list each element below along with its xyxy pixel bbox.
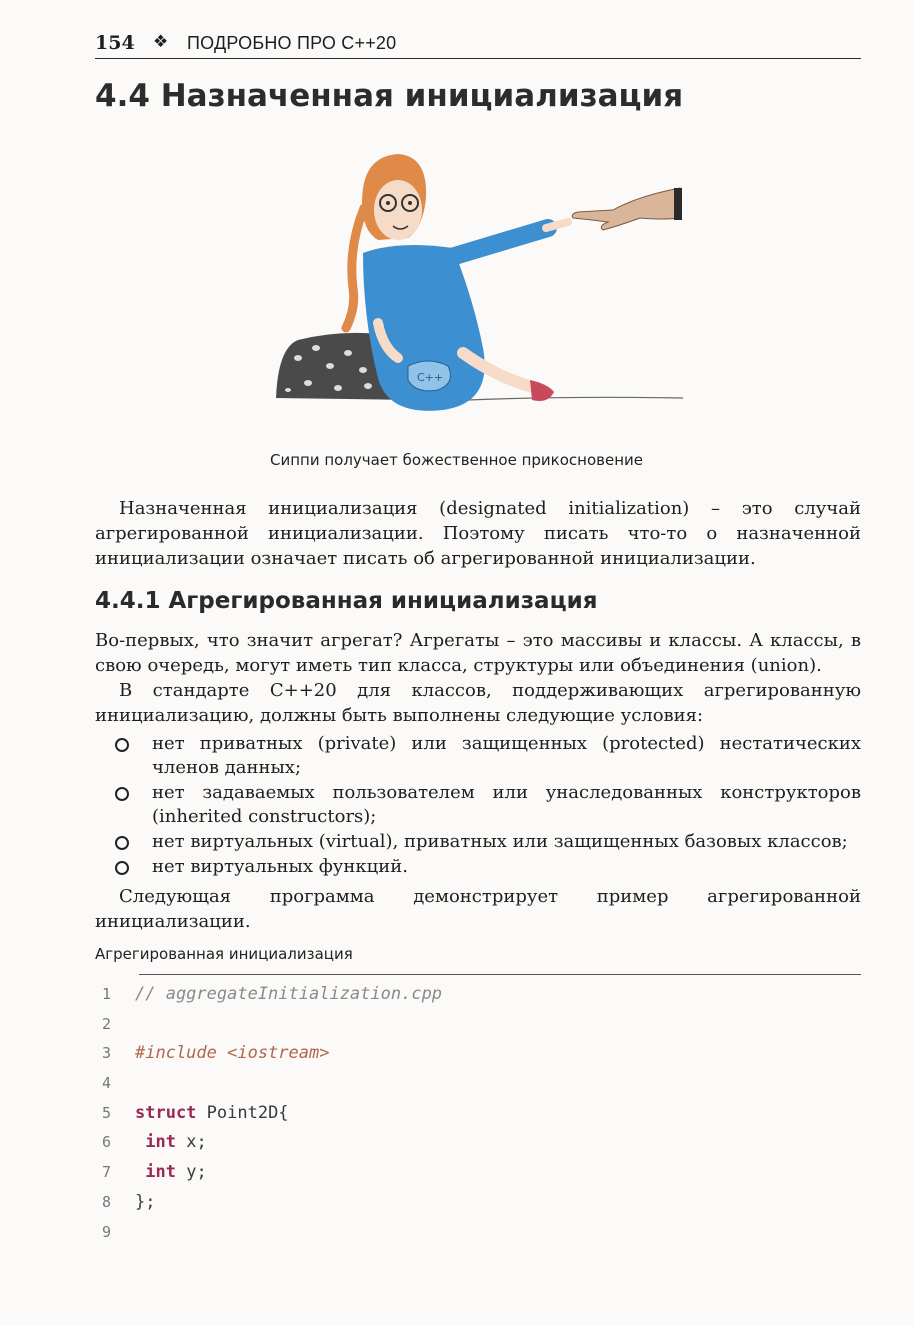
code-token: };	[135, 1191, 156, 1212]
running-title: ПОДРОБНО ПРО С++20	[187, 33, 397, 53]
illustration-girl-and-hand	[268, 148, 688, 428]
subsection-title: 4.4.1 Агрегированная инициализация	[95, 588, 598, 614]
circle-bullet-icon	[115, 861, 129, 875]
code-token: y;	[175, 1162, 207, 1183]
listing-divider	[139, 974, 861, 975]
code-token: struct	[135, 1102, 197, 1123]
line-number: 9	[101, 1222, 111, 1241]
code-token: // aggregateInitialization.cpp	[135, 984, 443, 1004]
code-token: x;	[175, 1132, 207, 1153]
line-number: 5	[101, 1103, 111, 1122]
code-token: Point2D{	[196, 1102, 289, 1123]
intro-paragraph: Назначенная инициализация (designated initialization) – это случай агрегированной инициализации. Поэтому писать что-то о назначенной инициализации означает писать об агрегированной инициализации.	[95, 498, 861, 569]
code-text	[135, 1099, 289, 1129]
section-title: 4.4 Назначенная инициализация	[95, 78, 684, 114]
code-text	[135, 1128, 207, 1158]
code-text	[135, 1188, 155, 1218]
line-number: 3	[101, 1044, 111, 1063]
paragraph-aggregates: Во-первых, что значит агрегат? Агрегаты – это массивы и классы. А классы, в свою очередь, могут иметь тип класса, структуры или объединения (union).	[95, 630, 861, 676]
line-number: 7	[101, 1163, 111, 1182]
code-token: #include <iostream>	[135, 1043, 330, 1064]
line-number: 1	[101, 985, 111, 1003]
code-token: int	[145, 1162, 176, 1183]
line-number: 4	[101, 1074, 111, 1093]
code-token	[135, 1132, 145, 1152]
illustration	[268, 148, 688, 428]
line-number: 6	[101, 1133, 111, 1152]
code-token	[135, 1162, 145, 1182]
code-text	[135, 1039, 329, 1069]
list-item: нет задаваемых пользователем или унаследованных конструкторов (inherited constructors);	[95, 781, 861, 829]
listing-title: Агрегированная инициализация	[95, 945, 353, 963]
line-number: 8	[101, 1192, 111, 1211]
line-number: 2	[101, 1014, 111, 1033]
figure-caption: Сиппи получает божественное прикосновение	[269, 451, 643, 469]
list-item: нет виртуальных (virtual), приватных или защищенных базовых классов;	[95, 830, 861, 854]
ornament-glyph: ❖	[153, 32, 169, 51]
page-number: 154	[95, 32, 135, 54]
circle-bullet-icon	[115, 836, 129, 850]
circle-bullet-icon	[115, 787, 129, 801]
code-text	[135, 980, 442, 1010]
conditions-list	[95, 732, 861, 880]
code-token: int	[145, 1132, 176, 1153]
paragraph-conditions-intro: В стандарте С++20 для классов, поддерживающих агрегированную инициализацию, должны быть выполнены следующие условия:	[95, 680, 861, 726]
code-text	[135, 1158, 207, 1188]
list-item: нет приватных (private) или защищенных (protected) нестатических членов данных;	[95, 732, 861, 780]
running-head	[95, 30, 861, 59]
cpp-badge: C++	[417, 371, 444, 384]
paragraph-program-intro: Следующая программа демонстрирует пример агрегированной инициализации.	[95, 886, 861, 932]
list-item: нет виртуальных функций.	[95, 855, 861, 879]
circle-bullet-icon	[115, 738, 129, 752]
